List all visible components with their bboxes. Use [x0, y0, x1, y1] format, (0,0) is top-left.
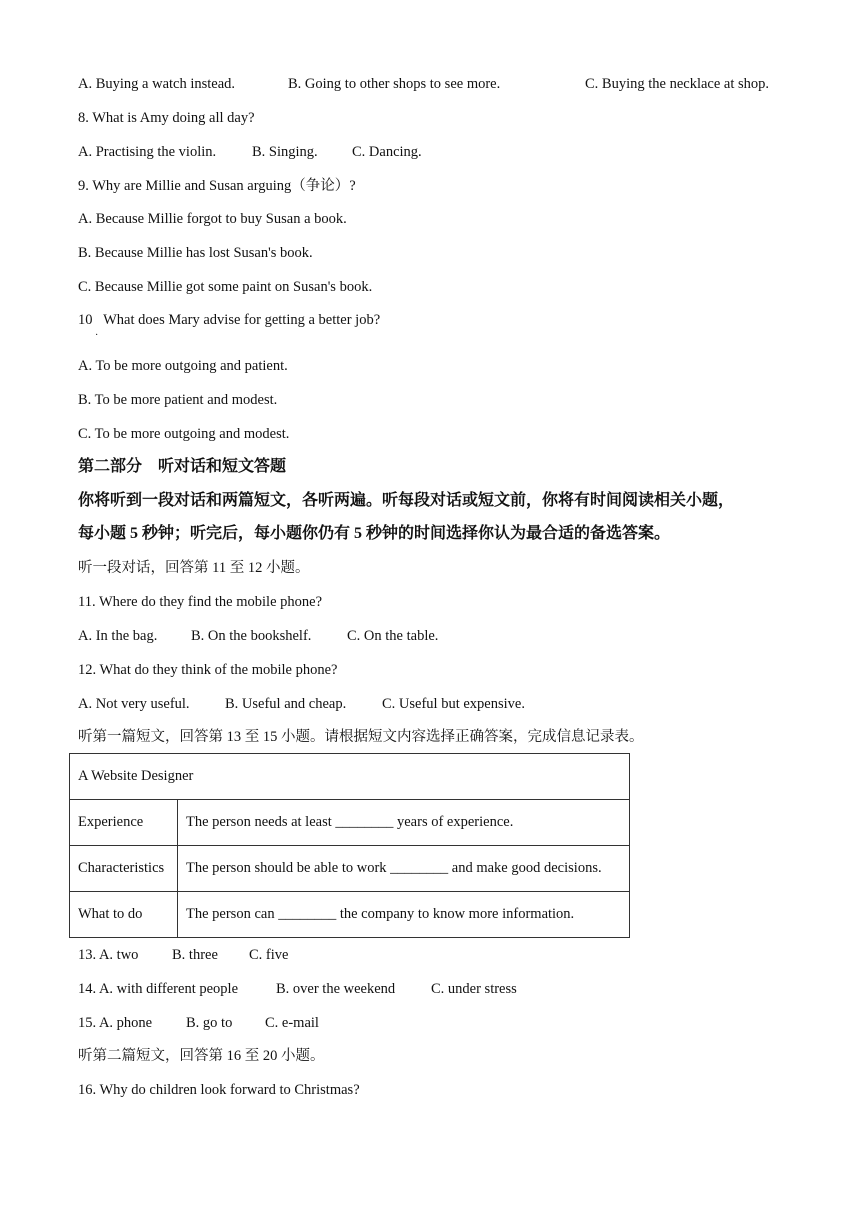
- passage1-intro: 听第一篇短文，回答第 13 至 15 小题。请根据短文内容选择正确答案，完成信息记录表。: [78, 729, 644, 745]
- q14-option-b: B. over the weekend: [276, 981, 396, 997]
- table-row: [70, 846, 630, 892]
- table-text: The person needs at least ________ years of experience.: [178, 800, 630, 846]
- q11-question: 11. Where do they find the mobile phone?: [78, 594, 323, 610]
- q8-question: 8. What is Amy doing all day?: [78, 110, 255, 126]
- part2-instruction-1: 你将听到一段对话和两篇短文，各听两遍。听每段对话或短文前，你将有时间阅读相关小题，: [78, 492, 735, 509]
- dialog-intro: 听一段对话，回答第 11 至 12 小题。: [78, 560, 310, 576]
- part2-heading: 第二部分 听对话和短文答题: [78, 458, 287, 475]
- q11-option-b: B. On the bookshelf.: [191, 628, 312, 644]
- q11-option-a: A. In the bag.: [78, 628, 158, 644]
- q15-option-a: 15. A. phone: [78, 1015, 153, 1031]
- q15-option-c: C. e-mail: [265, 1015, 319, 1031]
- q15-option-b: B. go to: [186, 1015, 233, 1031]
- q10-option-c: C. To be more outgoing and modest.: [78, 426, 290, 442]
- q9-option-a: A. Because Millie forgot to buy Susan a book.: [78, 211, 347, 227]
- q10-option-a: A. To be more outgoing and patient.: [78, 358, 288, 374]
- table-row: [70, 800, 630, 846]
- q13-option-a: 13. A. two: [78, 947, 139, 963]
- info-record-table: [69, 753, 630, 938]
- q10-question: 10 What does Mary advise for getting a better job?: [78, 312, 381, 328]
- q12-option-a: A. Not very useful.: [78, 696, 190, 712]
- passage2-intro: 听第二篇短文，回答第 16 至 20 小题。: [78, 1048, 325, 1064]
- q10-dot: ·: [95, 330, 99, 341]
- table-text: The person can ________ the company to know more information.: [178, 892, 630, 938]
- q11-option-c: C. On the table.: [347, 628, 439, 644]
- q9-option-c: C. Because Millie got some paint on Susan's book.: [78, 279, 373, 295]
- q13-option-b: B. three: [172, 947, 218, 963]
- table-title: A Website Designer: [70, 754, 630, 800]
- q8-option-a: A. Practising the violin.: [78, 144, 217, 160]
- q14-option-c: C. under stress: [431, 981, 517, 997]
- q12-question: 12. What do they think of the mobile phone?: [78, 662, 338, 678]
- q9-option-b: B. Because Millie has lost Susan's book.: [78, 245, 313, 261]
- table-text: The person should be able to work ________ and make good decisions.: [178, 846, 630, 892]
- table-label: Characteristics: [70, 846, 178, 892]
- q14-option-a: 14. A. with different people: [78, 981, 239, 997]
- q8-option-c: C. Dancing.: [352, 144, 422, 160]
- q7-option-c: C. Buying the necklace at shop.: [585, 76, 770, 92]
- table-row: [70, 892, 630, 938]
- q9-question: 9. Why are Millie and Susan arguing（争论）?: [78, 178, 356, 194]
- table-label: What to do: [70, 892, 178, 938]
- q12-option-c: C. Useful but expensive.: [382, 696, 525, 712]
- q13-option-c: C. five: [249, 947, 289, 963]
- q7-option-b: B. Going to other shops to see more.: [288, 76, 501, 92]
- q10-option-b: B. To be more patient and modest.: [78, 392, 278, 408]
- q8-option-b: B. Singing.: [252, 144, 318, 160]
- part2-instruction-2: 每小题 5 秒钟；听完后，每小题你仍有 5 秒钟的时间选择你认为最合适的备选答案。: [78, 525, 671, 542]
- q7-option-a: A. Buying a watch instead.: [78, 76, 236, 92]
- table-label: Experience: [70, 800, 178, 846]
- q16-question: 16. Why do children look forward to Christmas?: [78, 1082, 360, 1098]
- q12-option-b: B. Useful and cheap.: [225, 696, 347, 712]
- table-row: [70, 754, 630, 800]
